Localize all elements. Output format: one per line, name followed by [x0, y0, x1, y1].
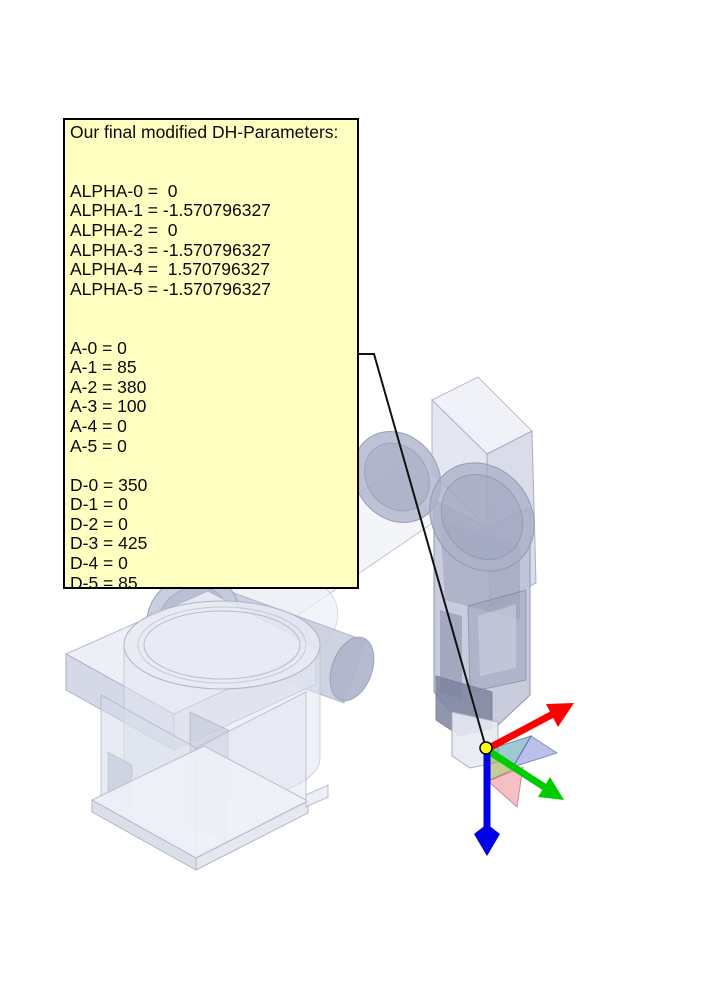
robot-base [66, 591, 328, 870]
a-parameter-line: A-1 = 85 [70, 357, 137, 378]
dh-parameters-box [63, 118, 359, 593]
origin-marker [480, 742, 492, 754]
alpha-parameter-line: ALPHA-3 = -1.570796327 [70, 239, 271, 260]
a-parameter-line: A-3 = 100 [70, 396, 147, 417]
alpha-parameter-line: ALPHA-2 = 0 [70, 219, 178, 240]
a-parameter-list [70, 339, 355, 457]
d-parameter-line: D-3 = 425 [70, 533, 148, 554]
a-parameter-line: A-5 = 0 [70, 435, 127, 456]
alpha-parameter-line: ALPHA-1 = -1.570796327 [70, 200, 271, 221]
robot-turntable-top [124, 601, 320, 689]
alpha-parameter-line: ALPHA-0 = 0 [70, 180, 178, 201]
alpha-parameter-list [70, 182, 355, 300]
alpha-parameter-line: ALPHA-4 = 1.570796327 [70, 259, 270, 280]
d-parameter-line: D-1 = 0 [70, 494, 128, 515]
d-parameter-line: D-2 = 0 [70, 513, 128, 534]
a-parameter-line: A-0 = 0 [70, 337, 127, 358]
dh-box-title: Our final modified DH-Parameters: [70, 122, 339, 142]
a-parameter-line: A-4 = 0 [70, 415, 127, 436]
a-parameter-line: A-2 = 380 [70, 376, 147, 397]
alpha-parameter-line: ALPHA-5 = -1.570796327 [70, 278, 271, 299]
d-parameter-list [70, 476, 355, 594]
d-parameter-line: D-5 = 85 [70, 572, 138, 593]
d-parameter-line: D-4 = 0 [70, 553, 128, 574]
d-parameter-line: D-0 = 350 [70, 474, 148, 495]
